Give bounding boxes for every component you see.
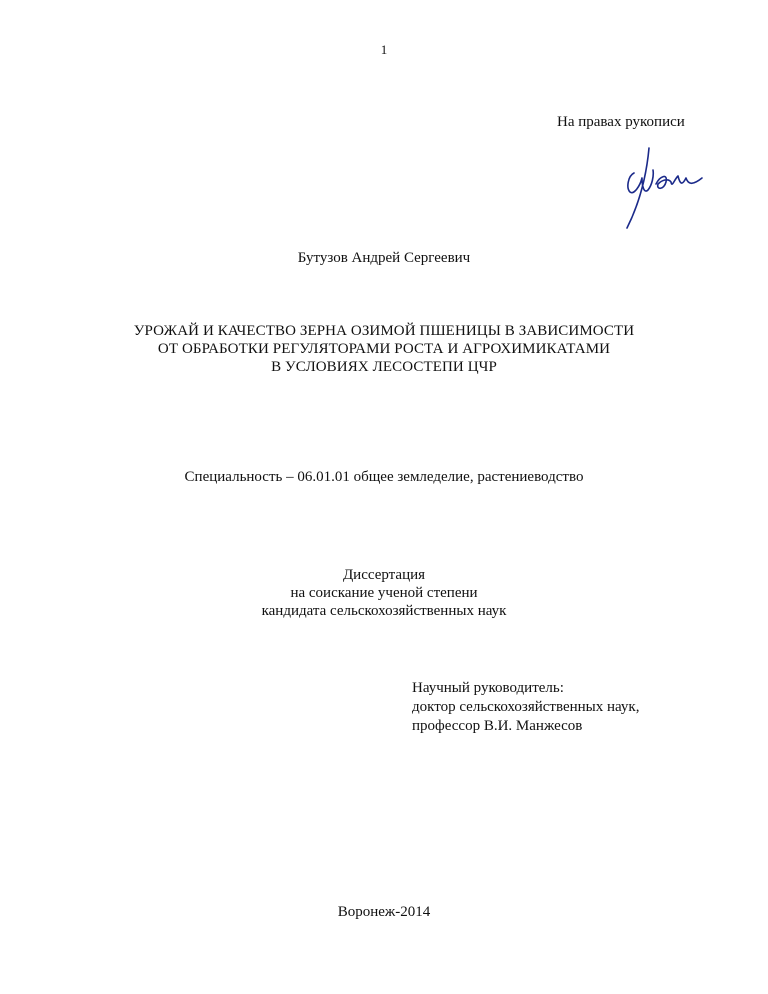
supervisor-name: профессор В.И. Манжесов: [412, 718, 583, 734]
supervisor-block: [412, 679, 639, 736]
page-number: 1: [380, 42, 388, 57]
supervisor-label: Научный руководитель:: [412, 680, 564, 696]
title-line: В УСЛОВИЯХ ЛЕСОСТЕПИ ЦЧР: [271, 359, 497, 375]
dissertation-title: [0, 322, 768, 376]
city-year: Воронеж-2014: [337, 904, 431, 920]
title-line: УРОЖАЙ И КАЧЕСТВО ЗЕРНА ОЗИМОЙ ПШЕНИЦЫ В ЗАВИСИМОСТИ: [133, 323, 635, 339]
degree-line: на соискание ученой степени: [290, 585, 478, 601]
author-name: Бутузов Андрей Сергеевич: [297, 250, 471, 266]
manuscript-note: На правах рукописи: [557, 114, 685, 130]
supervisor-degree: доктор сельскохозяйственных наук,: [412, 699, 640, 715]
degree-statement: [0, 566, 768, 620]
degree-line: Диссертация: [342, 567, 426, 583]
title-line: ОТ ОБРАБОТКИ РЕГУЛЯТОРАМИ РОСТА И АГРОХИМИКАТАМИ: [157, 341, 611, 357]
degree-line: кандидата сельскохозяйственных наук: [261, 603, 507, 619]
handwritten-signature-icon: [616, 140, 716, 235]
specialty: Специальность – 06.01.01 общее земледелие, растениеводство: [184, 469, 584, 485]
